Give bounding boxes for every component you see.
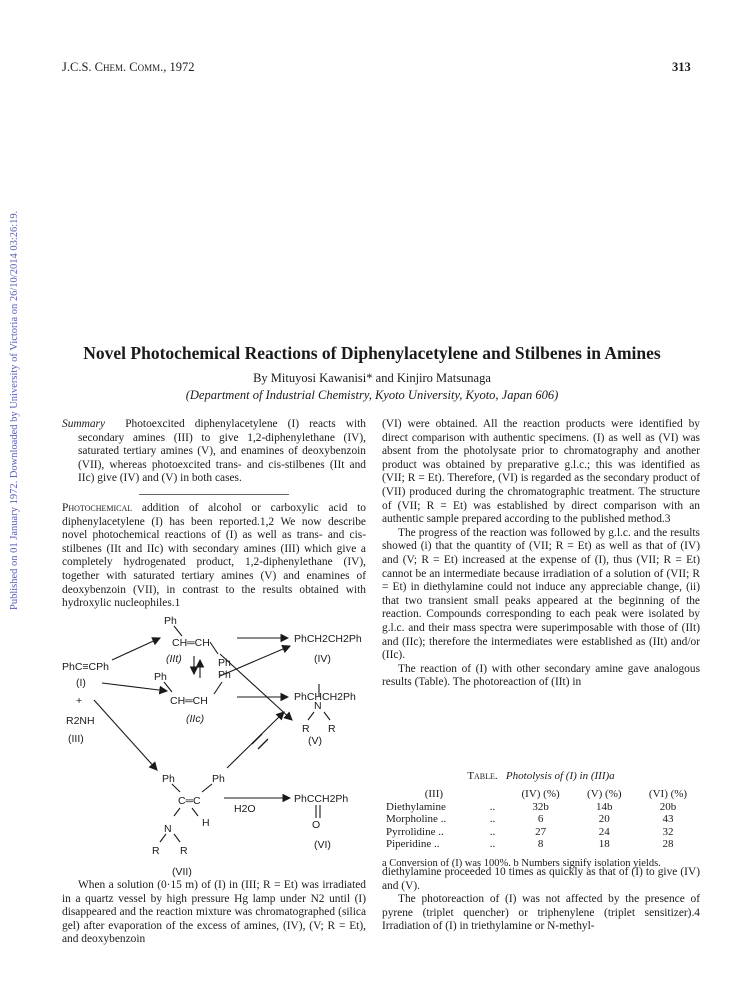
table-footnote: a Conversion of (I) was 100%. b Numbers signify isolation yields. [382, 857, 661, 869]
table-header: (III) [424, 788, 444, 800]
table-row [382, 826, 700, 839]
table-cell: .. [489, 825, 496, 838]
table-cell: 28 [662, 838, 674, 850]
left-column-bottom [62, 879, 366, 947]
intro-text: addition of alcohol or carboxylic acid to diphenylacetylene (I) has been reported.1,2 We now describe novel photochemical reactions of (I) as well as trans- and cis-stilbenes (IIt and IIc) with secondary amines (III) which give a completely hydrogenated product, 1,2-diphenylethane (IV), together with saturated tertiary amines (V) and enamines of deoxybenzoin (VII), in contrast to the results obtained with hydroxylic nucleophiles.1 [62, 501, 366, 610]
results-paragraph-5: The photoreaction of (I) was not affected by the presence of pyrene (triplet quencher) or triphenylene (triplet sensitizer).4 Irradiation of (I) in triethylamine or N-methyl- [382, 893, 700, 933]
table-cell: Piperidine .. [386, 838, 440, 850]
results-paragraph-2: The progress of the reaction was followed by g.l.c. and the results showed (i) that the quantity of (VII; R = Et) as well as that of (IV) and (V; R = Et) increased at the expense of (I), thus (VII; R = Et) cannot be an intermediate because irradiation of a solution of (VII; R = Et) in diethylamine could not induce any appreciable change, (ii) that two transient small peaks appeared at the beginning of the reaction. Compounds corresponding to each peak were isolated by g.l.c. and their mass spectra were superimposable with those of (IIt) and (IIc); therefore the intermediates were established as (IIt) and/or (IIc). [382, 526, 700, 662]
table-cell: 6 [537, 813, 544, 825]
table-cell: 32b [532, 800, 549, 813]
table-cell: 32 [662, 825, 674, 838]
table-cell: 18 [598, 838, 610, 850]
scheme-ph-cis-2: Ph [218, 669, 231, 681]
scheme-product-vi: PhCCH2Ph [294, 793, 349, 805]
scheme-n-enamine: N [164, 823, 172, 835]
scheme-enamine: C═C [178, 795, 201, 807]
table-header-row [382, 788, 700, 801]
table-header: (IV) (%) [521, 788, 560, 800]
table-cell: 8 [537, 838, 544, 850]
scheme-oxygen: O [312, 819, 321, 831]
intro-lead: Photochemical [62, 501, 133, 514]
summary [62, 418, 366, 486]
table-cell: .. [489, 800, 496, 813]
table-caption-label: Table. [467, 770, 498, 782]
scheme-water: H2O [234, 803, 256, 815]
table-header: (VI) (%) [648, 788, 688, 800]
scheme-label-iv: (IV) [314, 653, 331, 665]
scheme-plus: + [76, 695, 83, 707]
table-row [382, 801, 700, 814]
table-caption [382, 770, 700, 782]
article-affiliation: (Department of Industrial Chemistry, Kyoto University, Kyoto, Japan 606) [185, 388, 559, 402]
results-table-block [382, 770, 700, 870]
table-cell: .. [489, 838, 496, 850]
scheme-ph-enamine-2: Ph [212, 773, 225, 785]
table-cell: Diethylamine [386, 800, 446, 813]
table-cell: Morpholine .. [386, 813, 447, 825]
summary-divider [139, 494, 289, 495]
table-header-spacer [486, 788, 509, 801]
scheme-trans-stilbene: CH═CH [172, 637, 210, 649]
table-cell: 20 [598, 813, 610, 825]
scheme-r-enamine-1: R [152, 845, 160, 857]
table-cell: 27 [535, 825, 547, 838]
scheme-ph-iit: Ph [218, 657, 231, 669]
scheme-cis-stilbene: CH═CH [170, 695, 208, 707]
scheme-label-v: (V) [308, 735, 322, 747]
scheme-r-v-1: R [302, 723, 310, 735]
scheme-diphenylacetylene: PhC≡CPh [62, 661, 109, 673]
page-number: 313 [672, 60, 691, 74]
intro-paragraph [62, 502, 366, 611]
results-table [382, 788, 700, 851]
scheme-label-vii: (VII) [172, 866, 192, 878]
summary-text: Photoexcited diphenylacetylene (I) reacts with secondary amines (III) to give 1,2-diphenylethane (IV), saturated tertiary amines (V), and enamines of deoxybenzoin (VII), whereas photoexcited trans- and cis-stilbenes (IIt and IIc) give (IV) and (V) in both cases. [78, 418, 366, 485]
table-caption-text: Photolysis of (I) in (III)a [505, 770, 615, 782]
article-title: Novel Photochemical Reactions of Diphenylacetylene and Stilbenes in Amines [83, 343, 661, 363]
journal-name: J.C.S. Chem. Comm., 1972 [62, 60, 195, 74]
table-header: (V) (%) [587, 788, 622, 800]
table-row [382, 813, 700, 826]
scheme-label-iii: (III) [68, 733, 84, 745]
results-paragraph-3: The reaction of (I) with other secondary amine gave analogous results (Table). The photoreaction of (IIt) in [382, 662, 700, 689]
scheme-r-v-2: R [328, 723, 336, 735]
scheme-amine: R2NH [66, 715, 95, 727]
table-cell: 24 [598, 825, 610, 838]
left-column-top [62, 418, 366, 611]
article-authors: By Mituyosi Kawanisi* and Kinjiro Matsunaga [253, 371, 491, 385]
scheme-product-v: PhCHCH2Ph [294, 691, 356, 703]
table-row [382, 838, 700, 851]
summary-label: Summary [62, 418, 106, 430]
results-paragraph-1: (VI) were obtained. All the reaction products were identified by direct comparison with authentic specimens. (I) as well as (VI) was absent from the photolysate prior to chromatography and another product was obtained by preparative g.l.c.; this was identified as (VII; R = Et). Therefore, (VI) is regarded as the secondary product of (VII) produced during the chromatographic treatment. The structure of (VII; R = Et) was established by direct comparison with an authentic sample prepared according to the published method.3 [382, 418, 700, 526]
running-header [62, 60, 194, 75]
scheme-n-v: N [314, 700, 322, 712]
experimental-paragraph: When a solution (0·15 m) of (I) in (III; R = Et) was irradiated in a quartz vessel by high pressure Hg lamp under N2 until (I) disappeared and the reaction mixture was chromatographed (silica gel) after evaporation of the excess of amines, (IV), (V; R = Et), and deoxybenzoin [62, 879, 366, 946]
scheme-ph-top: Ph [164, 615, 177, 627]
table-cell: 20b [659, 800, 677, 813]
right-column-top [382, 418, 700, 690]
reaction-scheme [62, 612, 368, 862]
results-paragraph-4: diethylamine proceeded 10 times as quickly as that of (I) to give (IV) and (V). [382, 866, 700, 892]
scheme-ph-cis-1: Ph [154, 671, 167, 683]
scheme-h-enamine: H [202, 817, 210, 829]
table-cell: 43 [662, 813, 674, 825]
table-cell: Pyrrolidine .. [386, 825, 444, 838]
scheme-r-enamine-2: R [180, 845, 188, 857]
scheme-label-i: (I) [76, 677, 86, 689]
scheme-label-vi: (VI) [314, 839, 331, 851]
scheme-ph-enamine-1: Ph [162, 773, 175, 785]
right-column-bottom [382, 866, 700, 934]
publication-note-text: Published on 01 January 1972. Downloaded by University of Victoria on 26/10/2014 03:26:19. [9, 210, 20, 610]
table-cell: 14b [596, 800, 613, 813]
scheme-label-iic: (IIc) [186, 713, 205, 725]
table-cell: .. [489, 813, 496, 825]
scheme-label-iit: (IIt) [166, 653, 182, 665]
scheme-product-iv: PhCH2CH2Ph [294, 633, 362, 645]
